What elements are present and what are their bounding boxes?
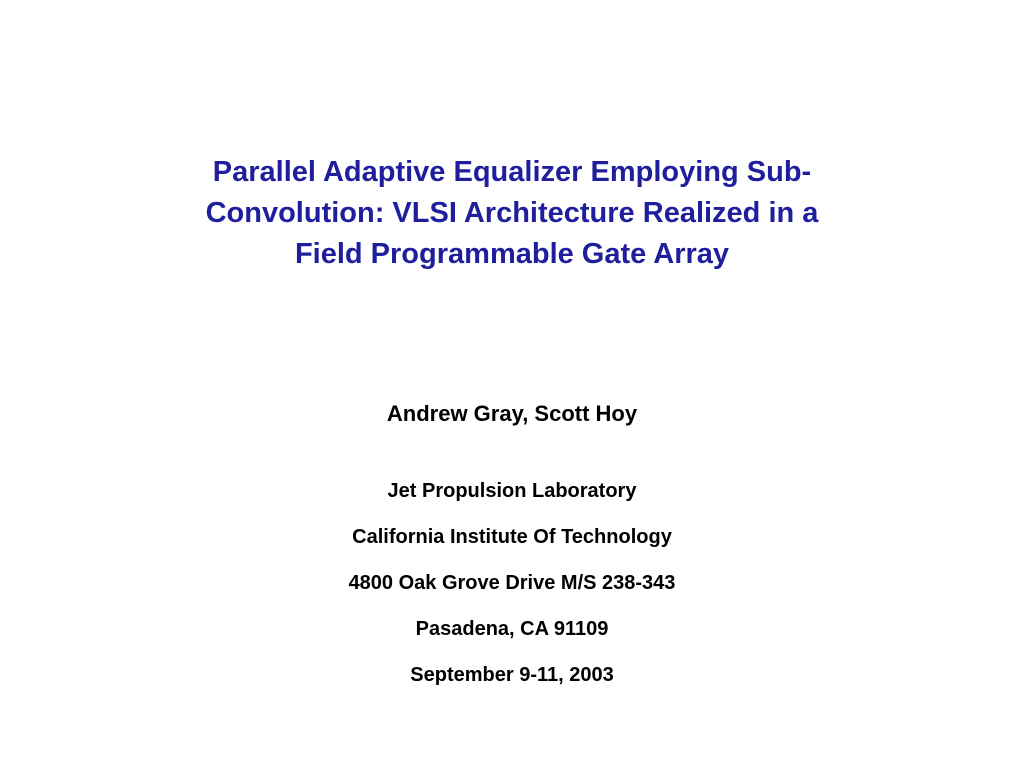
event-date: September 9-11, 2003 xyxy=(410,664,614,686)
street-address: 4800 Oak Grove Drive M/S 238-343 xyxy=(348,572,676,594)
institution-name: Jet Propulsion Laboratory xyxy=(387,480,637,502)
institute-name: California Institute Of Technology xyxy=(352,526,672,548)
city-address: Pasadena, CA 91109 xyxy=(415,618,609,640)
affiliation-block xyxy=(112,477,912,707)
author-names: Andrew Gray, Scott Hoy xyxy=(386,401,638,426)
title-line: Convolution: VLSI Architecture Realized in a xyxy=(205,197,819,229)
title-line: Parallel Adaptive Equalizer Employing Sub- xyxy=(212,156,812,188)
slide-title xyxy=(112,152,912,275)
title-line: Field Programmable Gate Array xyxy=(294,238,730,270)
